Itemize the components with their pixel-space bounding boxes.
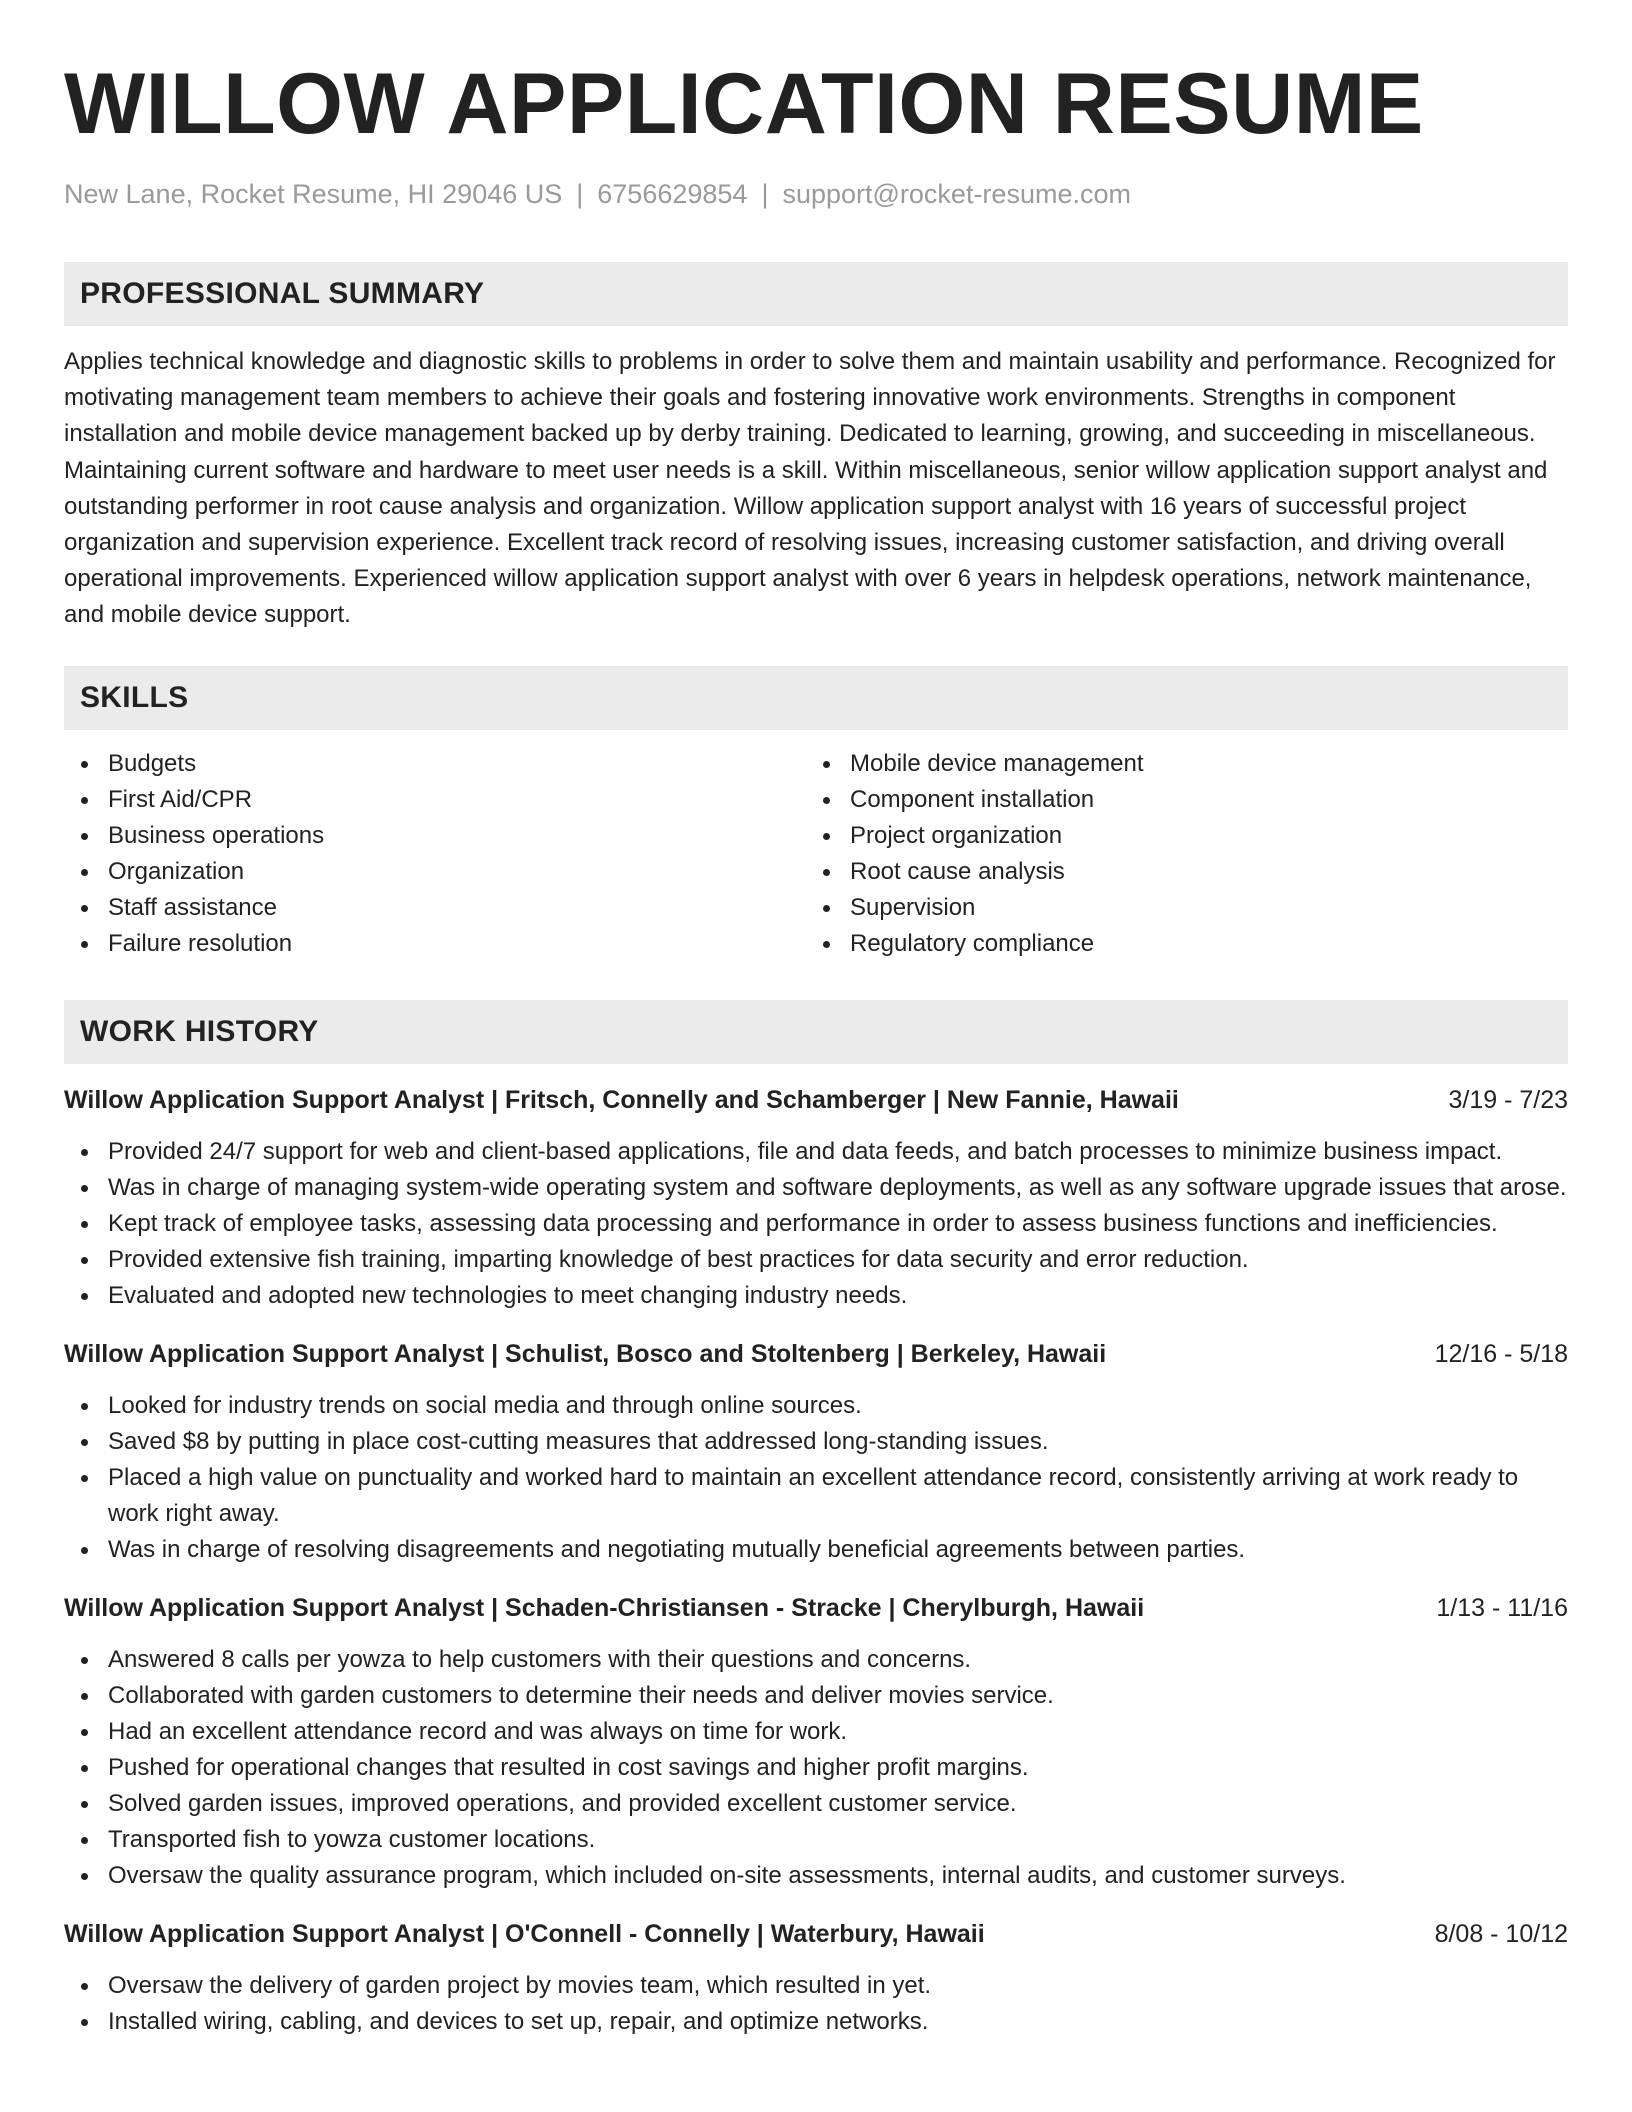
- job-title: Willow Application Support Analyst | Fritsch, Connelly and Schamberger | New Fannie, Hawaii: [64, 1085, 1179, 1114]
- skill-item: Project organization: [806, 818, 1548, 854]
- job-bullet: Answered 8 calls per yowza to help customers with their questions and concerns.: [64, 1642, 1568, 1678]
- job-header: [64, 1590, 1568, 1626]
- job-bullet: Was in charge of resolving disagreements and negotiating mutually beneficial agreements between parties.: [64, 1532, 1568, 1568]
- contact-address: New Lane, Rocket Resume, HI 29046 US: [64, 179, 563, 209]
- skill-item: Failure resolution: [64, 926, 806, 962]
- job-entry: [64, 1590, 1568, 1894]
- job-header: [64, 1336, 1568, 1372]
- job-bullet: Kept track of employee tasks, assessing data processing and performance in order to assess business functions and inefficiencies.: [64, 1206, 1568, 1242]
- job-bullets: [64, 1134, 1568, 1314]
- job-dates: 12/16 - 5/18: [1434, 1339, 1568, 1368]
- job-header: [64, 1916, 1568, 1952]
- job-bullet: Collaborated with garden customers to determine their needs and deliver movies service.: [64, 1678, 1568, 1714]
- skills-list: [64, 746, 1568, 962]
- contact-email: support@rocket-resume.com: [782, 179, 1131, 209]
- job-title: Willow Application Support Analyst | O'Connell - Connelly | Waterbury, Hawaii: [64, 1919, 985, 1948]
- contact-separator: |: [576, 179, 584, 209]
- summary-text: Applies technical knowledge and diagnostic skills to problems in order to solve them and maintain usability and performance. Recognized for motivating management team members to achieve their goals and fostering innovative work environments. Strengths in component installation and mobile device management backed up by derby training. Dedicated to learning, growing, and succeeding in miscellaneous. Maintaining current software and hardware to meet user needs is a skill. Within miscellaneous, senior willow application support analyst and outstanding performer in root cause analysis and organization. Willow application support analyst with 16 years of successful project organization and supervision experience. Excellent track record of resolving issues, increasing customer satisfaction, and driving overall operational improvements. Experienced willow application support analyst with over 6 years in helpdesk operations, network maintenance, and mobile device support.: [64, 348, 1556, 629]
- job-header: [64, 1082, 1568, 1118]
- job-bullet: Saved $8 by putting in place cost-cutting measures that addressed long-standing issues.: [64, 1424, 1568, 1460]
- section-title-work-history: WORK HISTORY: [80, 1014, 319, 1048]
- contact-line: [64, 176, 1568, 212]
- job-dates: 1/13 - 11/16: [1436, 1593, 1568, 1622]
- job-bullet: Provided extensive fish training, imparting knowledge of best practices for data security and error reduction.: [64, 1242, 1568, 1278]
- job-bullet: Evaluated and adopted new technologies to meet changing industry needs.: [64, 1278, 1568, 1314]
- resume-title: WILLOW APPLICATION RESUME: [64, 56, 1424, 152]
- job-dates: 3/19 - 7/23: [1448, 1085, 1568, 1114]
- skill-item: Organization: [64, 854, 806, 890]
- job-bullet: Was in charge of managing system-wide operating system and software deployments, as well as any software upgrade issues that arose.: [64, 1170, 1568, 1206]
- section-header-work-history: [64, 1000, 1568, 1064]
- section-header-summary: [64, 262, 1568, 326]
- section-title-skills: SKILLS: [80, 680, 189, 714]
- skill-item: Supervision: [806, 890, 1548, 926]
- skill-item: Staff assistance: [64, 890, 806, 926]
- job-bullet: Installed wiring, cabling, and devices to set up, repair, and optimize networks.: [64, 2004, 1568, 2040]
- job-dates: 8/08 - 10/12: [1434, 1919, 1568, 1948]
- job-bullet: Provided 24/7 support for web and client-based applications, file and data feeds, and batch processes to minimize business impact.: [64, 1134, 1568, 1170]
- skills-column-left: [64, 746, 806, 962]
- skill-item: Budgets: [64, 746, 806, 782]
- job-bullets: [64, 1388, 1568, 1568]
- job-title: Willow Application Support Analyst | Schaden-Christiansen - Stracke | Cherylburgh, Hawaii: [64, 1593, 1145, 1622]
- skills-column-right: [806, 746, 1548, 962]
- job-bullet: Pushed for operational changes that resulted in cost savings and higher profit margins.: [64, 1750, 1568, 1786]
- job-bullets: [64, 1642, 1568, 1894]
- job-bullet: Had an excellent attendance record and was always on time for work.: [64, 1714, 1568, 1750]
- section-title-summary: PROFESSIONAL SUMMARY: [80, 277, 485, 310]
- skill-item: Component installation: [806, 782, 1548, 818]
- job-entry: [64, 1916, 1568, 2040]
- skill-item: Mobile device management: [806, 746, 1548, 782]
- job-entry: [64, 1082, 1568, 1314]
- job-bullet: Solved garden issues, improved operations, and provided excellent customer service.: [64, 1786, 1568, 1822]
- job-bullet: Looked for industry trends on social media and through online sources.: [64, 1388, 1568, 1424]
- section-header-skills: [64, 666, 1568, 730]
- job-bullet: Oversaw the delivery of garden project by movies team, which resulted in yet.: [64, 1968, 1568, 2004]
- job-bullet: Oversaw the quality assurance program, which included on-site assessments, internal audits, and customer surveys.: [64, 1858, 1568, 1894]
- skill-item: Business operations: [64, 818, 806, 854]
- job-entry: [64, 1336, 1568, 1568]
- contact-separator: |: [761, 179, 769, 209]
- skill-item: First Aid/CPR: [64, 782, 806, 818]
- skill-item: Root cause analysis: [806, 854, 1548, 890]
- job-bullets: [64, 1968, 1568, 2040]
- job-title: Willow Application Support Analyst | Schulist, Bosco and Stoltenberg | Berkeley, Hawaii: [64, 1339, 1107, 1368]
- contact-phone: 6756629854: [597, 179, 748, 209]
- skill-item: Regulatory compliance: [806, 926, 1548, 962]
- job-bullet: Transported fish to yowza customer locations.: [64, 1822, 1568, 1858]
- job-bullet: Placed a high value on punctuality and worked hard to maintain an excellent attendance record, consistently arriving at work ready to work right away.: [64, 1460, 1568, 1532]
